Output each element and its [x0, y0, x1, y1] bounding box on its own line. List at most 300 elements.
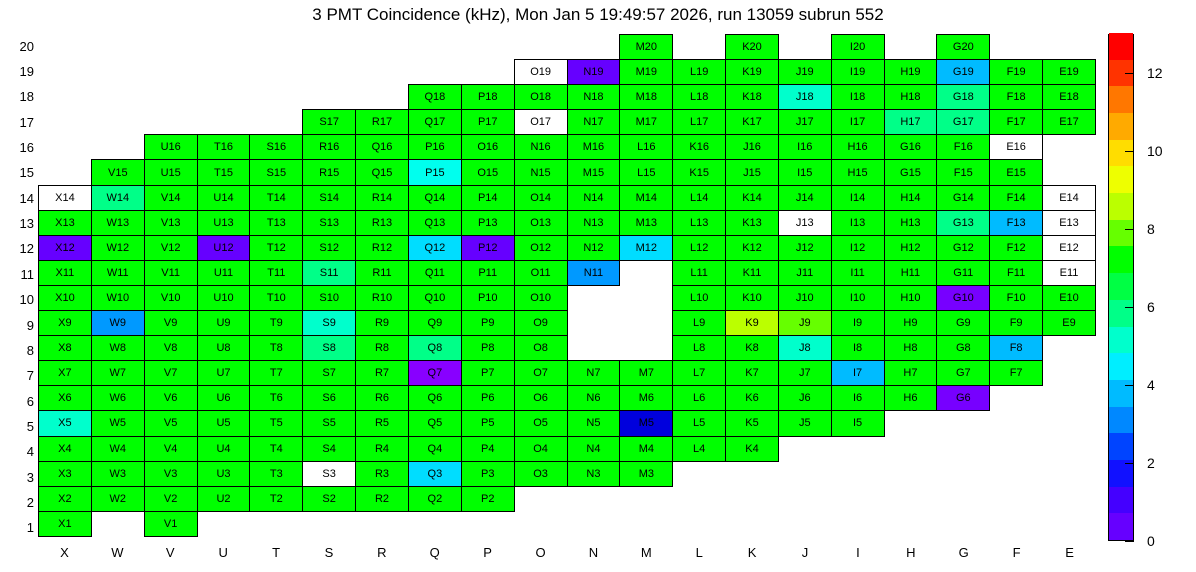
heatmap-cell: T15: [197, 160, 250, 185]
heatmap-cell: E11: [1043, 260, 1096, 285]
heatmap-cell: I13: [831, 210, 884, 235]
colorbar-segment: [1109, 406, 1133, 433]
heatmap-cell: M17: [620, 110, 673, 135]
colorbar-segment: [1109, 219, 1133, 246]
heatmap-cell-empty: [250, 511, 303, 536]
heatmap-cell: G10: [937, 285, 990, 310]
heatmap-row: [39, 60, 1096, 85]
heatmap-cell: P11: [461, 260, 514, 285]
heatmap-cell: S6: [303, 386, 356, 411]
heatmap-cell: V13: [144, 210, 197, 235]
heatmap-cell: T6: [250, 386, 303, 411]
heatmap-cell-empty: [726, 461, 779, 486]
heatmap-cell-empty: [884, 35, 937, 60]
heatmap-cell: N16: [514, 135, 567, 160]
heatmap-cell: V12: [144, 235, 197, 260]
heatmap-cell: N4: [567, 436, 620, 461]
heatmap-cell-empty: [1043, 436, 1096, 461]
heatmap-cell: N14: [567, 185, 620, 210]
heatmap-cell: T2: [250, 486, 303, 511]
heatmap-cell: K18: [726, 85, 779, 110]
heatmap-cell-empty: [303, 60, 356, 85]
heatmap-cell: H9: [884, 311, 937, 336]
heatmap-row: [39, 386, 1096, 411]
x-axis-tick-label: L: [695, 545, 703, 560]
heatmap-cell: O11: [514, 260, 567, 285]
heatmap-cell: O7: [514, 361, 567, 386]
heatmap-cell-empty: [250, 85, 303, 110]
heatmap-cell: H6: [884, 386, 937, 411]
colorbar-ticks: [1134, 34, 1194, 549]
heatmap-cell: K4: [726, 436, 779, 461]
y-axis-labels: [0, 34, 34, 541]
heatmap-cell-empty: [197, 35, 250, 60]
heatmap-cell: I18: [831, 85, 884, 110]
heatmap-cell: W11: [91, 260, 144, 285]
colorbar-segment: [1109, 113, 1133, 140]
heatmap-plot: [38, 34, 1096, 541]
colorbar-tick-mark: [1125, 73, 1134, 74]
heatmap-cell: E12: [1043, 235, 1096, 260]
heatmap-cell: S13: [303, 210, 356, 235]
heatmap-cell-empty: [39, 160, 92, 185]
heatmap-cell: R11: [356, 260, 409, 285]
heatmap-cell-empty: [620, 260, 673, 285]
heatmap-row: [39, 285, 1096, 310]
x-axis-tick-label: K: [747, 545, 757, 560]
heatmap-cell-empty: [831, 511, 884, 536]
heatmap-cell: N18: [567, 85, 620, 110]
heatmap-cell: U11: [197, 260, 250, 285]
heatmap-cell-empty: [620, 486, 673, 511]
heatmap-row: [39, 35, 1096, 60]
heatmap-cell: N7: [567, 361, 620, 386]
heatmap-cell-empty: [356, 85, 409, 110]
heatmap-cell-empty: [884, 461, 937, 486]
heatmap-cell: J7: [778, 361, 831, 386]
heatmap-cell: X9: [39, 311, 92, 336]
colorbar-tick-mark: [1125, 151, 1134, 152]
heatmap-cell: P3: [461, 461, 514, 486]
heatmap-cell: J8: [778, 336, 831, 361]
heatmap-cell-empty: [990, 486, 1043, 511]
x-axis-tick-label: X: [60, 545, 69, 560]
heatmap-cell: W10: [91, 285, 144, 310]
heatmap-cell: O12: [514, 235, 567, 260]
heatmap-cell: L10: [673, 285, 726, 310]
heatmap-cell: F8: [990, 336, 1043, 361]
heatmap-cell-empty: [39, 60, 92, 85]
heatmap-cell-empty: [831, 486, 884, 511]
heatmap-cell-empty: [937, 511, 990, 536]
heatmap-cell-empty: [1043, 336, 1096, 361]
heatmap-cell-empty: [250, 60, 303, 85]
heatmap-cell: G16: [884, 135, 937, 160]
x-axis-tick-label: J: [801, 545, 809, 560]
heatmap-cell: L7: [673, 361, 726, 386]
heatmap-cell-empty: [726, 486, 779, 511]
heatmap-cell: F17: [990, 110, 1043, 135]
y-axis-tick-label: 7: [26, 368, 34, 384]
heatmap-cell: J5: [778, 411, 831, 436]
heatmap-row: [39, 411, 1096, 436]
heatmap-cell-empty: [39, 85, 92, 110]
heatmap-cell-empty: [514, 486, 567, 511]
heatmap-cell: I9: [831, 311, 884, 336]
heatmap-cell: U15: [144, 160, 197, 185]
heatmap-cell: I6: [831, 386, 884, 411]
heatmap-cell-empty: [567, 336, 620, 361]
heatmap-cell: U6: [197, 386, 250, 411]
heatmap-cell-empty: [990, 461, 1043, 486]
heatmap-cell: L13: [673, 210, 726, 235]
heatmap-cell: M18: [620, 85, 673, 110]
heatmap-cell-empty: [884, 486, 937, 511]
heatmap-cell-empty: [144, 35, 197, 60]
heatmap-cell: W3: [91, 461, 144, 486]
heatmap-cell: P4: [461, 436, 514, 461]
x-axis-tick-label: V: [165, 545, 175, 560]
heatmap-cell: U12: [197, 235, 250, 260]
colorbar-segment: [1109, 433, 1133, 460]
heatmap-cell: W2: [91, 486, 144, 511]
heatmap-cell-empty: [937, 486, 990, 511]
y-axis-tick-label: 17: [19, 114, 34, 130]
colorbar-segment: [1109, 513, 1133, 540]
heatmap-cell-empty: [91, 85, 144, 110]
heatmap-cell: I15: [778, 160, 831, 185]
heatmap-cell: J12: [778, 235, 831, 260]
x-axis-tick-label: H: [906, 545, 916, 560]
heatmap-cell-empty: [831, 436, 884, 461]
heatmap-cell: R4: [356, 436, 409, 461]
heatmap-cell: T4: [250, 436, 303, 461]
heatmap-cell: K14: [726, 185, 779, 210]
x-axis-labels: [38, 545, 1096, 563]
heatmap-cell: O18: [514, 85, 567, 110]
heatmap-cell: H10: [884, 285, 937, 310]
y-axis-tick-label: 10: [19, 292, 34, 308]
heatmap-cell: W4: [91, 436, 144, 461]
heatmap-cell: X4: [39, 436, 92, 461]
heatmap-cell-empty: [303, 35, 356, 60]
heatmap-cell: U10: [197, 285, 250, 310]
heatmap-cell-empty: [144, 110, 197, 135]
heatmap-cell-empty: [356, 511, 409, 536]
heatmap-cell: O6: [514, 386, 567, 411]
heatmap-cell-empty: [1043, 361, 1096, 386]
colorbar-segment: [1109, 86, 1133, 113]
heatmap-cell-empty: [461, 35, 514, 60]
heatmap-row: [39, 185, 1096, 210]
heatmap-cell: Q8: [408, 336, 461, 361]
heatmap-cell: R17: [356, 110, 409, 135]
heatmap-cell: O15: [461, 160, 514, 185]
heatmap-cell-empty: [408, 35, 461, 60]
heatmap-cell: U4: [197, 436, 250, 461]
y-axis-tick-label: 20: [19, 38, 34, 54]
heatmap-cell: E16: [990, 135, 1043, 160]
heatmap-row: [39, 336, 1096, 361]
colorbar-segment: [1109, 326, 1133, 353]
heatmap-cell: J9: [778, 311, 831, 336]
heatmap-cell: U5: [197, 411, 250, 436]
heatmap-cell: S14: [303, 185, 356, 210]
heatmap-cell: K5: [726, 411, 779, 436]
heatmap-cell-empty: [567, 285, 620, 310]
heatmap-cell: M15: [567, 160, 620, 185]
heatmap-cell: Q2: [408, 486, 461, 511]
y-axis-tick-label: 2: [26, 494, 34, 510]
heatmap-cell: F11: [990, 260, 1043, 285]
heatmap-cell-empty: [1043, 35, 1096, 60]
heatmap-cell: J15: [726, 160, 779, 185]
heatmap-cell: F10: [990, 285, 1043, 310]
heatmap-cell: Q15: [356, 160, 409, 185]
heatmap-cell-empty: [990, 35, 1043, 60]
heatmap-cell: X11: [39, 260, 92, 285]
heatmap-cell: X14: [39, 185, 92, 210]
heatmap-cell-empty: [250, 35, 303, 60]
colorbar-tick-label: 0: [1147, 533, 1155, 549]
heatmap-cell: M14: [620, 185, 673, 210]
heatmap-row: [39, 486, 1096, 511]
heatmap-cell: M12: [620, 235, 673, 260]
heatmap-cell: H18: [884, 85, 937, 110]
heatmap-cell-empty: [91, 60, 144, 85]
heatmap-cell: N11: [567, 260, 620, 285]
heatmap-cell: K8: [726, 336, 779, 361]
y-axis-tick-label: 3: [26, 469, 34, 485]
heatmap-cell-empty: [778, 511, 831, 536]
heatmap-cell-empty: [990, 511, 1043, 536]
heatmap-cell: H12: [884, 235, 937, 260]
heatmap-cell: P12: [461, 235, 514, 260]
heatmap-cell-empty: [726, 511, 779, 536]
heatmap-cell: X6: [39, 386, 92, 411]
heatmap-cell: G9: [937, 311, 990, 336]
heatmap-cell: R8: [356, 336, 409, 361]
heatmap-cell: E14: [1043, 185, 1096, 210]
heatmap-cell: N19: [567, 60, 620, 85]
colorbar-tick-label: 8: [1147, 221, 1155, 237]
heatmap-cell: I14: [831, 185, 884, 210]
y-axis-tick-label: 4: [26, 444, 34, 460]
heatmap-cell: L12: [673, 235, 726, 260]
heatmap-cell: H13: [884, 210, 937, 235]
heatmap-cell: I10: [831, 285, 884, 310]
heatmap-cell-empty: [39, 35, 92, 60]
heatmap-cell: M5: [620, 411, 673, 436]
heatmap-cell: P5: [461, 411, 514, 436]
heatmap-cell: V8: [144, 336, 197, 361]
x-axis-tick-label: T: [272, 545, 281, 560]
colorbar-segment: [1109, 166, 1133, 193]
colorbar-segment: [1109, 273, 1133, 300]
y-axis-tick-label: 15: [19, 165, 34, 181]
heatmap-cell-empty: [990, 411, 1043, 436]
heatmap-cell: J13: [778, 210, 831, 235]
heatmap-cell-empty: [1043, 160, 1096, 185]
heatmap-cell: F15: [937, 160, 990, 185]
x-axis-tick-label: N: [588, 545, 599, 560]
heatmap-cell: K19: [726, 60, 779, 85]
heatmap-cell: S12: [303, 235, 356, 260]
heatmap-cell: X7: [39, 361, 92, 386]
colorbar-tick-label: 4: [1147, 377, 1155, 393]
heatmap-cell: W7: [91, 361, 144, 386]
heatmap-cell-empty: [884, 511, 937, 536]
heatmap-cell: M19: [620, 60, 673, 85]
heatmap-cell: L15: [620, 160, 673, 185]
heatmap-row: [39, 85, 1096, 110]
heatmap-cell-empty: [884, 436, 937, 461]
heatmap-cell: P9: [461, 311, 514, 336]
heatmap-cell: G15: [884, 160, 937, 185]
heatmap-cell: W12: [91, 235, 144, 260]
heatmap-cell-empty: [990, 386, 1043, 411]
heatmap-cell: J14: [778, 185, 831, 210]
heatmap-row: [39, 135, 1096, 160]
heatmap-cell: T14: [250, 185, 303, 210]
heatmap-cell: M16: [567, 135, 620, 160]
colorbar-tick-label: 12: [1147, 65, 1163, 81]
heatmap-cell: I11: [831, 260, 884, 285]
heatmap-cell: L5: [673, 411, 726, 436]
heatmap-cell-empty: [567, 35, 620, 60]
heatmap-cell: E15: [990, 160, 1043, 185]
heatmap-cell: G14: [937, 185, 990, 210]
y-axis-tick-label: 1: [26, 520, 34, 536]
heatmap-cell: H11: [884, 260, 937, 285]
heatmap-cell: R6: [356, 386, 409, 411]
heatmap-cell: K10: [726, 285, 779, 310]
heatmap-cell: R10: [356, 285, 409, 310]
heatmap-cell: R16: [303, 135, 356, 160]
heatmap-cell: L11: [673, 260, 726, 285]
y-axis-tick-label: 11: [20, 266, 34, 282]
heatmap-cell-empty: [937, 436, 990, 461]
heatmap-cell: U9: [197, 311, 250, 336]
colorbar-tick-mark: [1125, 541, 1134, 542]
heatmap-cell: X8: [39, 336, 92, 361]
colorbar-tick-mark: [1125, 385, 1134, 386]
heatmap-cell: S7: [303, 361, 356, 386]
heatmap-row: [39, 361, 1096, 386]
heatmap-cell: O16: [461, 135, 514, 160]
heatmap-cell-empty: [514, 511, 567, 536]
colorbar-tick-mark: [1125, 307, 1134, 308]
heatmap-cell: X5: [39, 411, 92, 436]
heatmap-cell-empty: [778, 436, 831, 461]
heatmap-cell: V11: [144, 260, 197, 285]
heatmap-cell: W6: [91, 386, 144, 411]
heatmap-cell: M7: [620, 361, 673, 386]
heatmap-cell-empty: [884, 411, 937, 436]
heatmap-cell: V14: [144, 185, 197, 210]
x-axis-tick-label: O: [535, 545, 546, 560]
heatmap-row: [39, 110, 1096, 135]
heatmap-cell: Q6: [408, 386, 461, 411]
heatmap-row: [39, 311, 1096, 336]
y-axis-tick-label: 18: [19, 89, 34, 105]
heatmap-cell-empty: [1043, 135, 1096, 160]
heatmap-cell-empty: [408, 511, 461, 536]
heatmap-cell: J10: [778, 285, 831, 310]
heatmap-row: [39, 160, 1096, 185]
heatmap-cell: P14: [461, 185, 514, 210]
heatmap-cell: O10: [514, 285, 567, 310]
heatmap-cell: G7: [937, 361, 990, 386]
heatmap-row: [39, 436, 1096, 461]
heatmap-cell: J11: [778, 260, 831, 285]
heatmap-cell: Q5: [408, 411, 461, 436]
heatmap-cell: P13: [461, 210, 514, 235]
heatmap-cell: T7: [250, 361, 303, 386]
heatmap-cell-empty: [303, 85, 356, 110]
heatmap-cell: S11: [303, 260, 356, 285]
heatmap-cell-empty: [990, 436, 1043, 461]
heatmap-cell-empty: [567, 511, 620, 536]
heatmap-cell: M3: [620, 461, 673, 486]
heatmap-cell: J19: [778, 60, 831, 85]
x-axis-tick-label: P: [483, 545, 492, 560]
heatmap-cell: M20: [620, 35, 673, 60]
x-axis-tick-label: M: [640, 545, 652, 560]
heatmap-cell: L4: [673, 436, 726, 461]
heatmap-cell: J16: [726, 135, 779, 160]
heatmap-cell: O8: [514, 336, 567, 361]
colorbar-tick-label: 6: [1147, 299, 1155, 315]
heatmap-cell: G6: [937, 386, 990, 411]
heatmap-cell: H19: [884, 60, 937, 85]
heatmap-cell: P18: [461, 85, 514, 110]
heatmap-cell: G19: [937, 60, 990, 85]
heatmap-cell: P17: [461, 110, 514, 135]
heatmap-cell: O4: [514, 436, 567, 461]
heatmap-cell-empty: [937, 461, 990, 486]
colorbar-segment: [1109, 139, 1133, 166]
heatmap-cell: L16: [620, 135, 673, 160]
heatmap-cell: K7: [726, 361, 779, 386]
heatmap-cell: K20: [726, 35, 779, 60]
x-axis-tick-label: R: [377, 545, 387, 560]
heatmap-cell: T5: [250, 411, 303, 436]
heatmap-cell: O9: [514, 311, 567, 336]
x-axis-tick-label: I: [856, 545, 860, 560]
heatmap-cell: S3: [303, 461, 356, 486]
heatmap-cell: S8: [303, 336, 356, 361]
heatmap-cell: R9: [356, 311, 409, 336]
heatmap-cell-empty: [620, 511, 673, 536]
heatmap-cell: K15: [673, 160, 726, 185]
y-axis-tick-label: 9: [26, 317, 34, 333]
heatmap-cell: V10: [144, 285, 197, 310]
heatmap-cell: V15: [91, 160, 144, 185]
heatmap-cell: O19: [514, 60, 567, 85]
heatmap-cell: P6: [461, 386, 514, 411]
heatmap-cell: S15: [250, 160, 303, 185]
heatmap-cell: I5: [831, 411, 884, 436]
heatmap-cell: I8: [831, 336, 884, 361]
heatmap-cell-empty: [197, 511, 250, 536]
heatmap-cell-empty: [567, 311, 620, 336]
heatmap-cell: O5: [514, 411, 567, 436]
heatmap-cell: E19: [1043, 60, 1096, 85]
heatmap-cell: J6: [778, 386, 831, 411]
heatmap-cell: R15: [303, 160, 356, 185]
heatmap-cell: O3: [514, 461, 567, 486]
